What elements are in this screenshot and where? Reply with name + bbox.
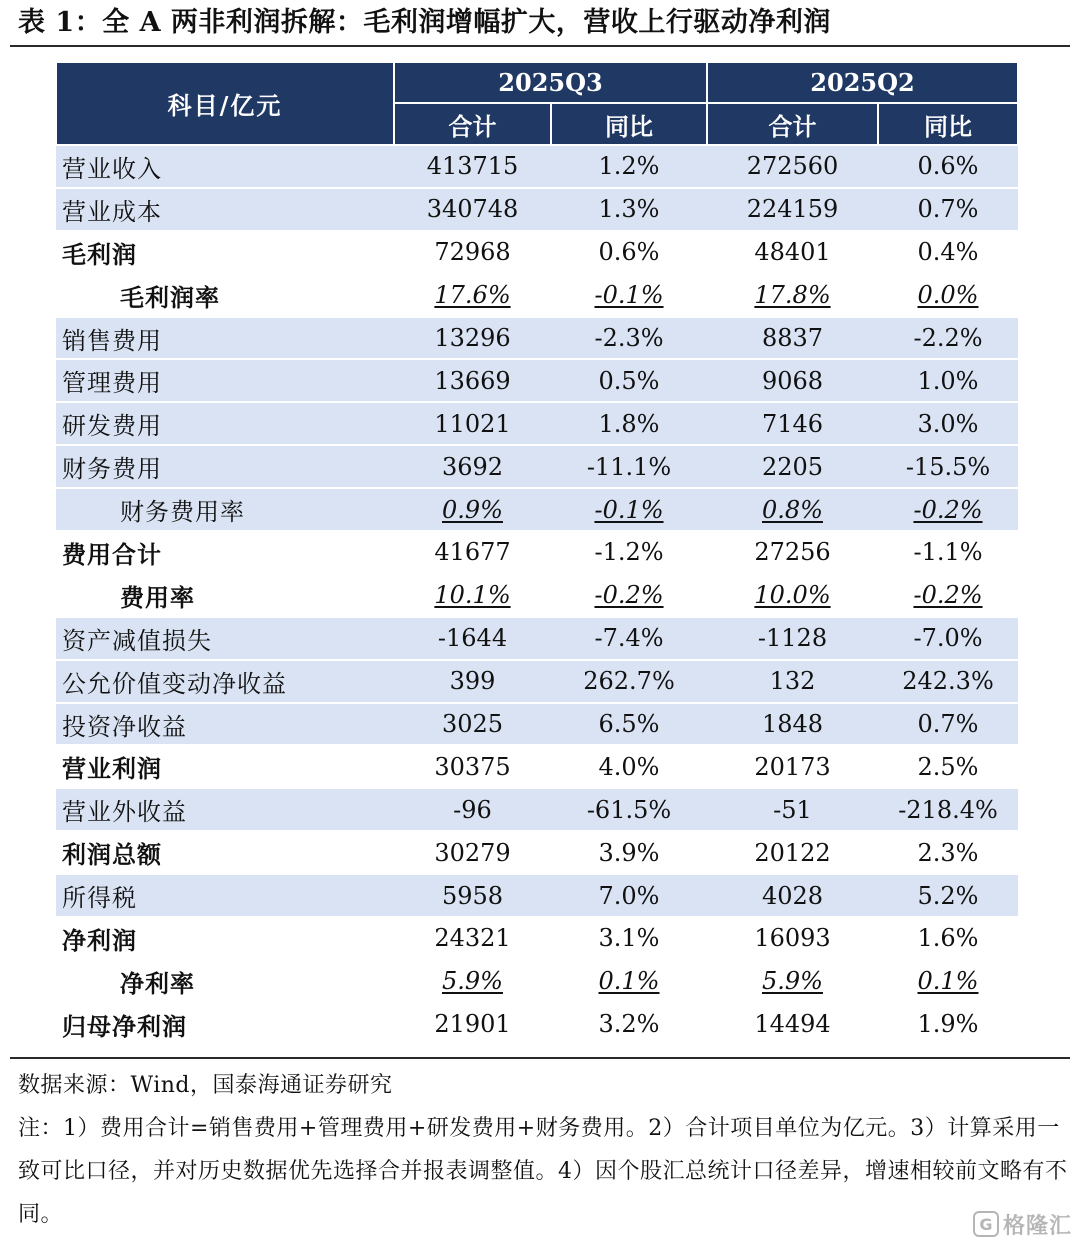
q2-yoy-cell: -7.0%	[878, 617, 1018, 660]
row-label: 营业外收益	[56, 788, 394, 831]
q2-yoy-cell: 3.0%	[878, 402, 1018, 445]
q2-yoy-cell: -2.2%	[878, 317, 1018, 360]
q3-total-cell: 24321	[394, 917, 551, 960]
q3-yoy-cell: -0.1%	[551, 274, 707, 317]
notes-text: 注：1）费用合计=销售费用+管理费用+研发费用+财务费用。2）合计项目单位为亿元。3）计算采用一致可比口径，并对历史数据优先选择合并报表调整值。4）因个股汇总统计口径差异，增速相较前文略有不同。	[18, 1116, 1068, 1227]
row-label: 研发费用	[56, 402, 394, 445]
q2-yoy-cell: 1.6%	[878, 917, 1018, 960]
q2-total-cell: 2205	[707, 445, 878, 488]
q3-yoy-cell: 3.1%	[551, 917, 707, 960]
table-body	[56, 145, 1018, 1046]
q2-yoy-cell: 2.5%	[878, 745, 1018, 788]
q3-yoy-cell: 3.2%	[551, 1003, 707, 1046]
q3-total-cell: 0.9%	[394, 488, 551, 531]
q3-total-cell: 5958	[394, 874, 551, 917]
q2-total-cell: 17.8%	[707, 274, 878, 317]
q2-yoy-header: 同比	[878, 103, 1018, 145]
q3-yoy-cell: 1.3%	[551, 188, 707, 231]
q2-total-cell: 20173	[707, 745, 878, 788]
row-label: 资产减值损失	[56, 617, 394, 660]
q3-total-cell: 13296	[394, 317, 551, 360]
q3-yoy-header: 同比	[551, 103, 707, 145]
q3-yoy-cell: 4.0%	[551, 745, 707, 788]
subject-header: 科目/亿元	[56, 62, 394, 145]
q2-total-cell: 224159	[707, 188, 878, 231]
q3-total-cell: 340748	[394, 188, 551, 231]
q3-yoy-cell: 0.1%	[551, 960, 707, 1003]
row-label: 营业收入	[56, 145, 394, 188]
gelonghui-logo-icon: G	[973, 1211, 999, 1237]
q2-yoy-cell: 1.9%	[878, 1003, 1018, 1046]
q3-yoy-cell: -1.2%	[551, 531, 707, 574]
q3-yoy-cell: 0.6%	[551, 231, 707, 274]
bottom-rule	[10, 1057, 1070, 1059]
q3-total-header: 合计	[394, 103, 551, 145]
q2-total-cell: 14494	[707, 1003, 878, 1046]
q2-yoy-cell: 242.3%	[878, 660, 1018, 703]
row-label: 销售费用	[56, 317, 394, 360]
q2-yoy-cell: 0.1%	[878, 960, 1018, 1003]
table-row	[56, 960, 1018, 1003]
financial-table	[55, 61, 1019, 1047]
q3-yoy-cell: -0.1%	[551, 488, 707, 531]
q3-yoy-cell: -11.1%	[551, 445, 707, 488]
row-label: 营业成本	[56, 188, 394, 231]
q2-yoy-cell: -1.1%	[878, 531, 1018, 574]
row-label: 利润总额	[56, 831, 394, 874]
q3-yoy-cell: -0.2%	[551, 574, 707, 617]
q2-yoy-cell: 2.3%	[878, 831, 1018, 874]
q2-yoy-cell: 0.4%	[878, 231, 1018, 274]
q3-total-cell: 41677	[394, 531, 551, 574]
table-row	[56, 488, 1018, 531]
table-row	[56, 660, 1018, 703]
q3-total-cell: 11021	[394, 402, 551, 445]
row-label: 财务费用率	[56, 488, 394, 531]
table-row	[56, 231, 1018, 274]
q2-yoy-cell: -218.4%	[878, 788, 1018, 831]
q3-yoy-cell: 0.5%	[551, 359, 707, 402]
q3-yoy-cell: 6.5%	[551, 703, 707, 746]
q3-total-cell: 3025	[394, 703, 551, 746]
q3-total-cell: 5.9%	[394, 960, 551, 1003]
row-label: 毛利润	[56, 231, 394, 274]
q2-total-cell: 132	[707, 660, 878, 703]
q3-total-cell: 72968	[394, 231, 551, 274]
q2-total-cell: 27256	[707, 531, 878, 574]
row-label: 费用合计	[56, 531, 394, 574]
table-row	[56, 145, 1018, 188]
table-row	[56, 574, 1018, 617]
table-row	[56, 874, 1018, 917]
top-rule	[10, 45, 1070, 47]
q2-yoy-cell: -15.5%	[878, 445, 1018, 488]
table-row	[56, 402, 1018, 445]
table-row	[56, 188, 1018, 231]
q3-total-cell: 10.1%	[394, 574, 551, 617]
q3-total-cell: 3692	[394, 445, 551, 488]
q3-yoy-cell: 3.9%	[551, 831, 707, 874]
table-title: 表 1：全 A 两非利润拆解：毛利润增幅扩大，营收上行驱动净利润	[18, 7, 831, 38]
row-label: 所得税	[56, 874, 394, 917]
q2-yoy-cell: -0.2%	[878, 574, 1018, 617]
table-row	[56, 317, 1018, 360]
q2-total-cell: 9068	[707, 359, 878, 402]
q2-total-cell: 4028	[707, 874, 878, 917]
q2-yoy-cell: 0.7%	[878, 703, 1018, 746]
table-row	[56, 745, 1018, 788]
table-row	[56, 531, 1018, 574]
q2-total-cell: 10.0%	[707, 574, 878, 617]
q3-total-cell: 399	[394, 660, 551, 703]
q2-total-cell: 8837	[707, 317, 878, 360]
q2-total-cell: 7146	[707, 402, 878, 445]
q3-yoy-cell: 1.8%	[551, 402, 707, 445]
table-row	[56, 1003, 1018, 1046]
table-row	[56, 917, 1018, 960]
row-label: 投资净收益	[56, 703, 394, 746]
table-header	[56, 62, 1018, 145]
q2-total-header: 合计	[707, 103, 878, 145]
row-label: 净利率	[56, 960, 394, 1003]
data-source: 数据来源：Wind，国泰海通证券研究	[18, 1073, 393, 1098]
table-row	[56, 274, 1018, 317]
q3-yoy-cell: -7.4%	[551, 617, 707, 660]
q3-yoy-cell: -2.3%	[551, 317, 707, 360]
table-row	[56, 831, 1018, 874]
row-label: 净利润	[56, 917, 394, 960]
q2-yoy-cell: 1.0%	[878, 359, 1018, 402]
q3-total-cell: 30375	[394, 745, 551, 788]
period-header-q3: 2025Q3	[394, 62, 707, 103]
row-label: 费用率	[56, 574, 394, 617]
q2-total-cell: -51	[707, 788, 878, 831]
q2-total-cell: -1128	[707, 617, 878, 660]
watermark	[973, 1207, 1072, 1241]
watermark-text: 格隆汇	[1002, 1213, 1072, 1239]
table-row	[56, 617, 1018, 660]
table-row	[56, 788, 1018, 831]
q3-total-cell: 17.6%	[394, 274, 551, 317]
q3-total-cell: -1644	[394, 617, 551, 660]
q3-total-cell: 13669	[394, 359, 551, 402]
table-row	[56, 445, 1018, 488]
row-label: 管理费用	[56, 359, 394, 402]
row-label: 公允价值变动净收益	[56, 660, 394, 703]
q3-total-cell: 30279	[394, 831, 551, 874]
q3-yoy-cell: -61.5%	[551, 788, 707, 831]
row-label: 归母净利润	[56, 1003, 394, 1046]
q3-yoy-cell: 262.7%	[551, 660, 707, 703]
q2-yoy-cell: 0.0%	[878, 274, 1018, 317]
q3-total-cell: 413715	[394, 145, 551, 188]
table-row	[56, 359, 1018, 402]
row-label: 营业利润	[56, 745, 394, 788]
q3-total-cell: 21901	[394, 1003, 551, 1046]
q2-yoy-cell: 5.2%	[878, 874, 1018, 917]
q2-total-cell: 5.9%	[707, 960, 878, 1003]
footnotes	[18, 1064, 1068, 1236]
period-header-q2: 2025Q2	[707, 62, 1018, 103]
q2-total-cell: 48401	[707, 231, 878, 274]
table-row	[56, 703, 1018, 746]
q2-total-cell: 1848	[707, 703, 878, 746]
q2-total-cell: 272560	[707, 145, 878, 188]
q3-total-cell: -96	[394, 788, 551, 831]
q2-yoy-cell: 0.6%	[878, 145, 1018, 188]
q3-yoy-cell: 1.2%	[551, 145, 707, 188]
row-label: 财务费用	[56, 445, 394, 488]
row-label: 毛利润率	[56, 274, 394, 317]
q2-total-cell: 0.8%	[707, 488, 878, 531]
q2-total-cell: 16093	[707, 917, 878, 960]
q2-yoy-cell: -0.2%	[878, 488, 1018, 531]
q2-yoy-cell: 0.7%	[878, 188, 1018, 231]
q3-yoy-cell: 7.0%	[551, 874, 707, 917]
q2-total-cell: 20122	[707, 831, 878, 874]
